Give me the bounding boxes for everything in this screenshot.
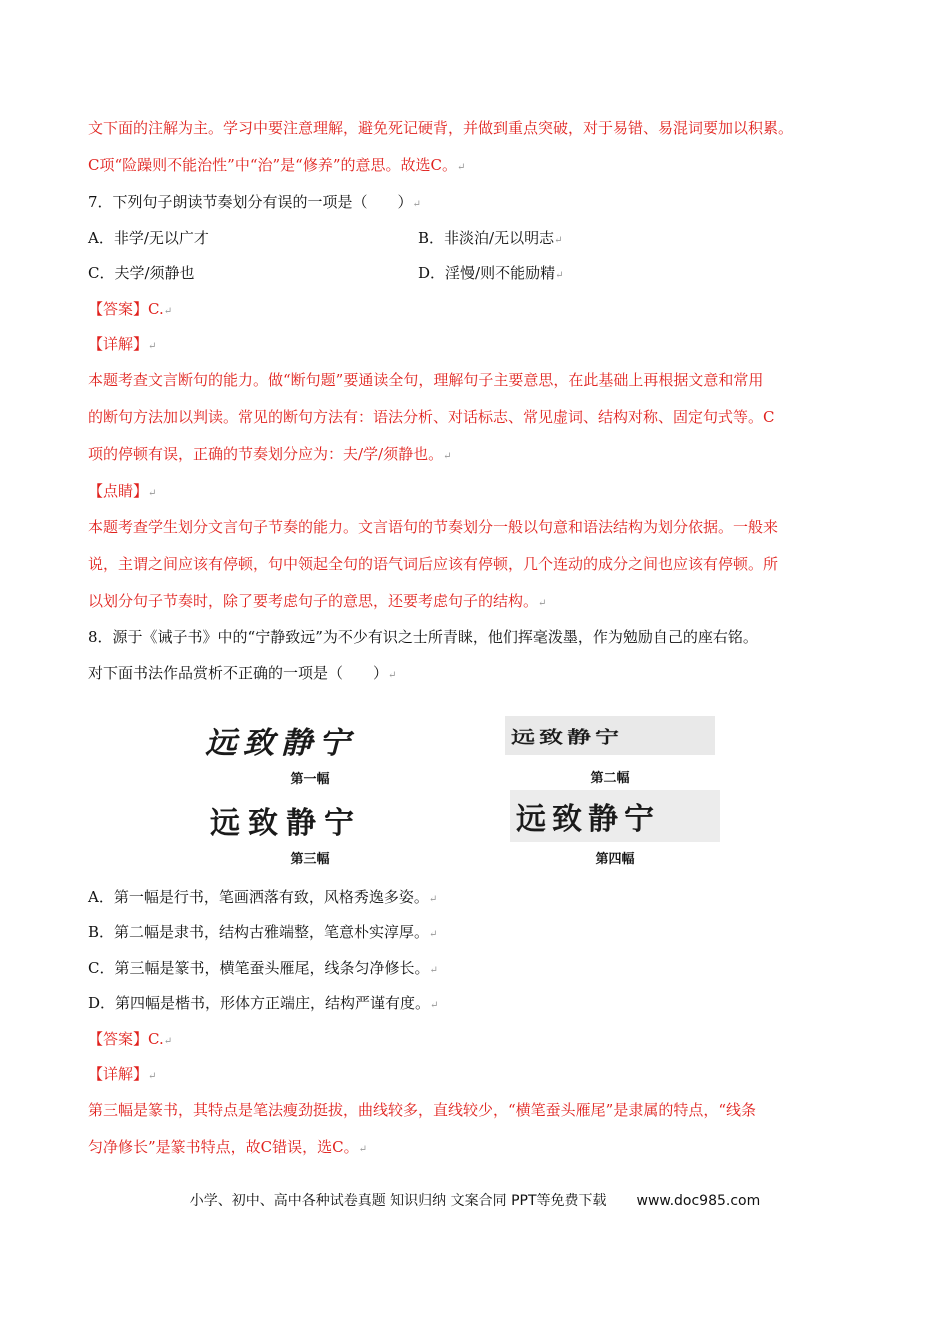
q7-option-a: A．非学/无以广才 bbox=[88, 229, 209, 247]
calligraphy-work-3: 远致静宁 第三幅 bbox=[210, 806, 362, 867]
q7-detail-line: 本题考查文言断句的能力。做“断句题”要通读全句，理解句子主要意思，在此基础上再根据文意和常用 bbox=[88, 371, 764, 389]
q8-detail-heading: 【详解】↵ bbox=[88, 1065, 157, 1083]
q8-option-d: D．第四幅是楷书，形体方正端庄，结构严谨有度。↵ bbox=[88, 994, 439, 1012]
footer-text: 小学、初中、高中各种试卷真题 知识归纳 文案合同 PPT等免费下载 bbox=[189, 1193, 607, 1209]
q7-option-b: B．非淡泊/无以明志↵ bbox=[418, 229, 563, 247]
calligraphy-2-background: 远致静宁 bbox=[505, 716, 715, 755]
calligraphy-work-4: 远致静宁 第四幅 bbox=[510, 790, 720, 867]
q8-option-a: A．第一幅是行书，笔画洒落有致，风格秀逸多姿。↵ bbox=[88, 888, 438, 906]
q7-detail-heading: 【详解】↵ bbox=[88, 335, 157, 353]
question-8: 8．源于《诫子书》中的“宁静致远”为不少有识之士所青睐，他们挥毫泼墨，作为勉励自己的座右铭。 bbox=[88, 628, 758, 646]
calligraphy-work-1: 远致静宁 第一幅 bbox=[205, 726, 357, 787]
q7-detail-line: 的断句方法加以判读。常见的断句方法有：语法分析、对话标志、常见虚词、结构对称、固定句式等。C bbox=[88, 408, 775, 426]
question-7: 7．下列句子朗读节奏划分有误的一项是（ ）↵ bbox=[88, 193, 421, 211]
q8-option-c: C．第三幅是篆书，横笔蚕头雁尾，线条匀净修长。↵ bbox=[88, 959, 438, 977]
calligraphy-work-2: 远致静宁 第二幅 bbox=[505, 716, 715, 786]
q8-answer: 【答案】C.↵ bbox=[88, 1030, 173, 1048]
q7-tip-line: 以划分句子节奏时，除了要考虑句子的意思，还要考虑句子的结构。↵ bbox=[88, 592, 547, 610]
q7-answer: 【答案】C.↵ bbox=[88, 300, 173, 318]
question-8-cont: 对下面书法作品赏析不正确的一项是（ ）↵ bbox=[88, 664, 397, 682]
q7-detail-line: 项的停顿有误，正确的节奏划分应为：夫/学/须静也。↵ bbox=[88, 445, 452, 463]
page-footer bbox=[0, 1190, 950, 1210]
explanation-line: C项“险躁则不能治性”中“治”是“修养”的意思。故选C。↵ bbox=[88, 156, 466, 174]
q8-detail-line: 匀净修长”是篆书特点，故C错误，选C。↵ bbox=[88, 1138, 368, 1156]
explanation-line: 文下面的注解为主。学习中要注意理解，避免死记硬背，并做到重点突破，对于易错、易混词要加以积累。 bbox=[88, 119, 794, 137]
q7-option-c: C．夫学/须静也 bbox=[88, 264, 195, 282]
calligraphy-4-background: 远致静宁 bbox=[510, 790, 720, 842]
q7-tip-line: 说，主谓之间应该有停顿，句中领起全句的语气词后应该有停顿，几个连动的成分之间也应该有停顿。所 bbox=[88, 555, 779, 573]
q8-option-b: B．第二幅是隶书，结构古雅端整，笔意朴实淳厚。↵ bbox=[88, 923, 438, 941]
q8-detail-line: 第三幅是篆书，其特点是笔法瘦劲挺拔，曲线较多，直线较少，“横笔蚕头雁尾”是隶属的特点，“线条 bbox=[88, 1101, 757, 1119]
q7-tip-heading: 【点睛】↵ bbox=[88, 482, 157, 500]
q7-option-d: D．淫慢/则不能励精↵ bbox=[418, 264, 564, 282]
footer-url[interactable]: www.doc985.com bbox=[636, 1193, 761, 1209]
q7-tip-line: 本题考查学生划分文言句子节奏的能力。文言语句的节奏划分一般以句意和语法结构为划分依据。一般来 bbox=[88, 518, 779, 536]
